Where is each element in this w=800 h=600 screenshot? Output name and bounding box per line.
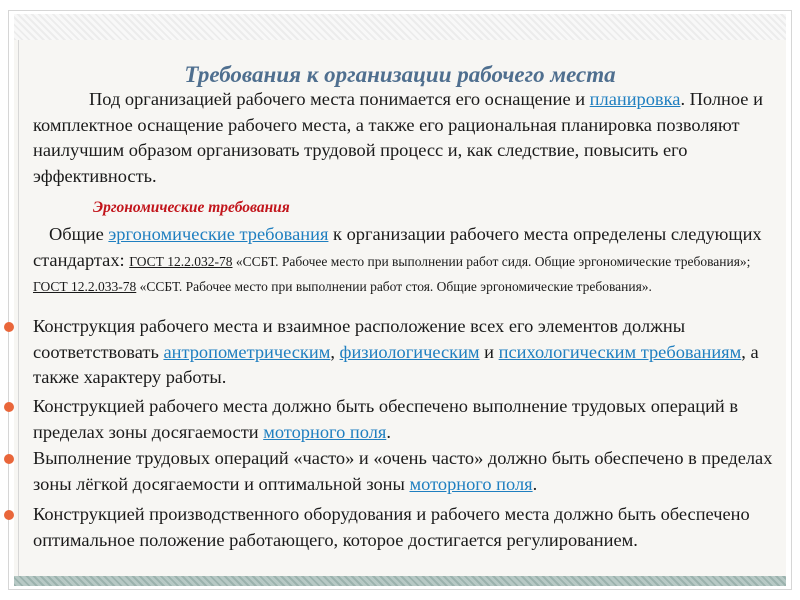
top-pattern-band <box>14 14 786 40</box>
link-physiological[interactable]: физиологическим <box>339 341 480 362</box>
bullet-2-text-2: . <box>386 421 391 442</box>
bullet-2-text-1: Конструкцией рабочего места должно быть обеспечено выполнение трудовых операций в пределах зоны досягаемости <box>33 396 739 442</box>
bullet-4-text-1: Конструкцией производственного оборудования и рабочего места должно быть обеспечено оптимальное положение работающего, которое достигается регулированием. <box>33 504 750 550</box>
standard-gost-033-desc: «ССБТ. Рабочее место при выполнении работ стоя. Общие эргономические требования». <box>136 279 652 294</box>
bullet-1-text-1: Конструкция рабочего места и взаимное расположение всех его элементов должны соответствовать <box>33 316 686 362</box>
ergonomics-text-1: Общие <box>49 224 109 244</box>
bullet-1-text-4: , а также характеру работы. <box>33 341 759 387</box>
standard-gost-033: ГОСТ 12.2.033-78 <box>33 279 137 294</box>
link-planirovka[interactable]: планировка <box>589 89 681 109</box>
link-motor-field[interactable]: моторного поля <box>409 473 533 494</box>
intro-paragraph <box>33 87 773 189</box>
link-psychological-requirements[interactable]: психологическим требованиям <box>498 341 742 362</box>
left-divider <box>18 40 19 576</box>
bullet-marker-icon <box>4 402 14 412</box>
bullet-marker-icon <box>4 322 14 332</box>
list-item <box>33 502 773 553</box>
link-anthropometric[interactable]: антропометрическим <box>163 341 331 362</box>
intro-text-2: . Полное и комплектное оснащение рабочего места, а также его рациональная планировка позволяют наилучшим образом организовать трудовой процесс и, как следствие, повысить его эффективность. <box>33 89 763 186</box>
list-item <box>33 446 773 497</box>
page-title: Требования к организации рабочего места <box>184 62 616 87</box>
link-motor-field[interactable]: моторного поля <box>263 421 387 442</box>
intro-text-1: Под организацией рабочего места понимается его оснащение и <box>89 89 590 109</box>
bullet-marker-icon <box>4 454 14 464</box>
standard-gost-032-desc: «ССБТ. Рабочее место при выполнении работ сидя. Общие эргономические требования»; <box>232 253 751 269</box>
bullet-1-text-3: и <box>479 341 499 362</box>
bottom-pattern-band <box>14 576 786 586</box>
section-subheading: Эргономические требования <box>93 199 290 216</box>
ergonomics-paragraph <box>33 222 773 299</box>
list-item <box>33 314 773 391</box>
link-ergonomic-requirements[interactable]: эргономические требования <box>108 224 329 244</box>
list-item <box>33 394 773 445</box>
ergonomics-text-2: к организации рабочего места определены следующих стандартах: <box>33 224 762 270</box>
bullet-3-text-2: . <box>532 473 538 494</box>
standard-gost-032: ГОСТ 12.2.032-78 <box>129 253 233 269</box>
bullet-marker-icon <box>4 510 14 520</box>
bullet-3-text-1: Выполнение трудовых операций «часто» и «очень часто» должно быть обеспечено в пределах зоны лёгкой досягаемости и оптимальной зоны <box>33 448 773 494</box>
bullet-1-text-2: , <box>330 341 340 362</box>
